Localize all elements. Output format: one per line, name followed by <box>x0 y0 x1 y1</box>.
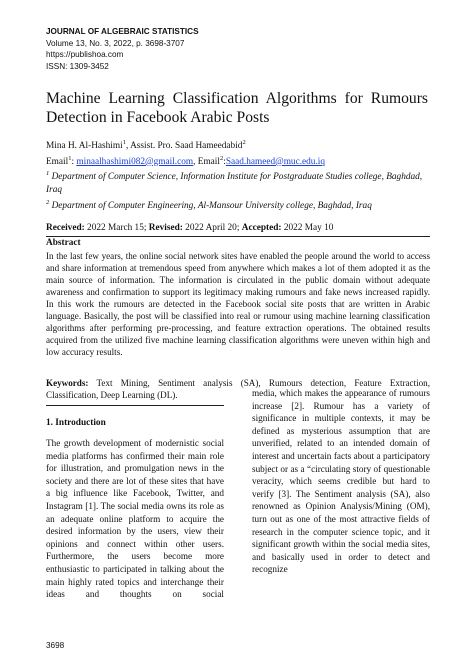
paper-title: Machine Learning Classification Algorithms for Rumours Detection in Facebook Arabic Posts <box>46 90 428 126</box>
keywords-label: Keywords: <box>46 378 89 388</box>
submission-dates <box>46 222 333 234</box>
affiliation-2 <box>46 197 430 213</box>
journal-name: JOURNAL OF ALGEBRAIC STATISTICS <box>46 27 199 36</box>
email-2-sup: 2 <box>219 154 224 162</box>
author-block <box>46 137 430 212</box>
keywords-text: Text Mining, Sentiment analysis (SA), Rumours detection, Feature Extraction, Classification, Deep Learning (DL). <box>46 378 430 401</box>
author-2-sup: 2 <box>242 139 246 146</box>
abstract-text: In the last few years, the online social network sites have enabled the people around the world to access and share information at tremendous speed from anywhere which makes a lot of them adopted it as the main source of information. The information is circulated in the public domain without adequate awareness and confirmation to support its legitimacy making rumours and fake news increased rapidly. In this work the rumours are detected in the Facebook social site posts that are written in Arabic language. Basically, the post will be classified into real or rumour using machine learning classification algorithms after performing pre-processing, and feature extraction operations. The obtained results acquired from the utilized five machine learning classification algorithms were uneven within high and low accuracy results. <box>46 251 430 358</box>
author-2: Saad Hameedabid <box>175 141 243 152</box>
email-label-1: Email <box>46 156 69 167</box>
section-heading-introduction: 1. Introduction <box>46 418 106 428</box>
email-line: Email$^1$: minaalhashimi082@gmail.com, Email$^2$:Saad.hameed@muc.edu.iq <box>46 154 326 167</box>
affiliation-2-sup: 2 <box>46 198 50 206</box>
abstract-heading: Abstract <box>46 238 81 248</box>
revised-label: Revised: <box>148 223 183 233</box>
affiliation-1 <box>46 168 430 196</box>
divider-top <box>46 236 430 237</box>
author-1-sup: 1 <box>122 139 126 146</box>
intro-paragraph-left: The growth development of modernistic social media platforms has confirmed their main role for illustration, and promulgation news in the society and there are lot of these sites that have a big influence like Facebook, Twitter, and Instagram [1]. The social media owns its role as an adequate online platform to acquire the desired information by the users, view their opinions and connect within other users. Furthermore, the users become more enthusiastic to participated in talking about the main highly rated topics and interchange their ideas and thoughts on social <box>46 438 224 600</box>
journal-volume: Volume 13, No. 3, 2022, p. 3698-3707 <box>46 38 185 48</box>
affiliation-2-text: Department of Computer Engineering, Al-Mansour University college, Baghdad, Iraq <box>49 200 372 211</box>
received-date: 2022 March 15; <box>84 223 149 233</box>
intro-paragraph-right: media, which makes the appearance of rumours increase [2]. Rumour has a variety of significance in multiple contexts, it may be defined as mysterious assumption that are unverified, related to an intended domain of interest and uncertain facts about a participatory subject or as a “circulating story of questionable veracity, which seems credible but hard to verify [3]. The Sentiment analysis (SA), also renowned as Opinion Analysis/Mining (OM), turn out as one of the most attractive fields of research in the computer science topic, and it significant growth within the social media sites, and basically used in order to detect and recognize <box>252 388 430 575</box>
affiliation-1-sup: 1 <box>46 170 50 178</box>
divider-left-column <box>46 405 224 406</box>
page-number: 3698 <box>46 641 65 650</box>
affiliation-1-text: Department of Computer Science, Information Institute for Postgraduate Studies college, Baghdad, Iraq <box>46 172 423 196</box>
email-link-2[interactable]: Saad.hameed@muc.edu.iq <box>225 156 326 167</box>
email-label-2: , Email <box>193 156 220 167</box>
journal-url: https://publishoa.com <box>46 50 124 60</box>
accepted-label: Accepted: <box>241 223 282 233</box>
received-label: Received: <box>46 223 85 233</box>
email-link-1[interactable]: minaalhashimi082@gmail.com <box>76 156 194 167</box>
revised-date: 2022 April 20; <box>182 223 242 233</box>
journal-issn: ISSN: 1309-3452 <box>46 61 109 71</box>
author-line <box>46 137 430 153</box>
author-1: Mina H. Al-Hashimi <box>46 141 123 152</box>
author-separator: , Assist. Pro. <box>125 141 176 152</box>
left-column <box>46 437 224 601</box>
right-column <box>252 387 430 576</box>
accepted-date: 2022 May 10 <box>281 223 334 233</box>
journal-header <box>46 26 199 72</box>
email-1-sup: 1 <box>68 154 72 162</box>
